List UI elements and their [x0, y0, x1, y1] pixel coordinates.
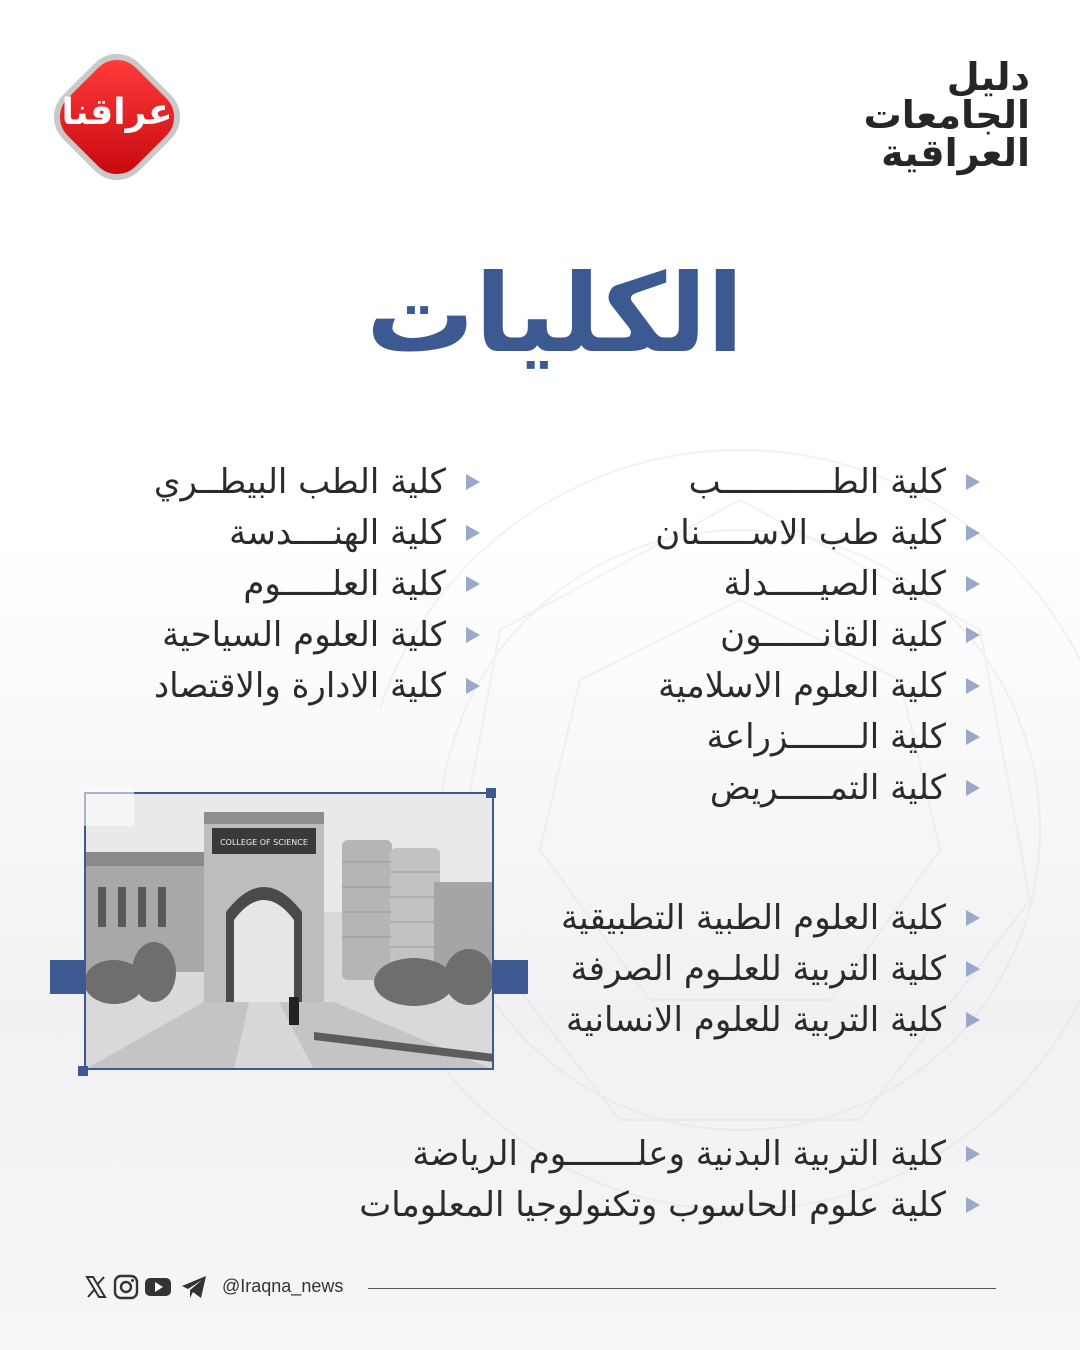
- list-item: كلية العلوم السياحية: [80, 609, 480, 660]
- list-item: كلية الطب البيطــري: [80, 456, 480, 507]
- list-item: كلية التربية للعلوم الانسانية: [550, 994, 980, 1045]
- frame-overlay-square: [84, 790, 134, 826]
- arrow-icon: [966, 729, 980, 745]
- arrow-icon: [966, 1197, 980, 1213]
- arrow-icon: [966, 910, 980, 926]
- frame-corner-square: [486, 788, 496, 798]
- colleges-list-bottom: [340, 1128, 980, 1230]
- arrow-icon: [966, 627, 980, 643]
- list-item: كلية التربية للعلـوم الصرفة: [550, 943, 980, 994]
- photo-frame: [84, 792, 494, 1070]
- social-handle[interactable]: @Iraqna_news: [222, 1276, 344, 1296]
- arrow-icon: [966, 1146, 980, 1162]
- guide-line-1: دليل: [946, 55, 1030, 99]
- arrow-icon: [466, 627, 480, 643]
- list-item: كلية العلوم الطبية التطبيقية: [550, 892, 980, 943]
- page-title: الكليات: [366, 252, 744, 377]
- arrow-icon: [466, 525, 480, 541]
- frame-side-square: [50, 960, 84, 994]
- list-item: كلية طب الاســـــنان: [520, 507, 980, 558]
- arrow-icon: [966, 525, 980, 541]
- list-item: كلية التمـــــريض: [520, 762, 980, 813]
- frame-side-square: [494, 960, 528, 994]
- youtube-icon[interactable]: [144, 1273, 172, 1301]
- arrow-icon: [966, 1012, 980, 1028]
- list-item: كلية الادارة والاقتصاد: [80, 660, 480, 711]
- list-item: كلية القانــــــون: [520, 609, 980, 660]
- colleges-list-middle: [550, 892, 980, 1045]
- list-item: كلية الهنــــدسة: [80, 507, 480, 558]
- x-icon[interactable]: [82, 1273, 110, 1301]
- list-item: كلية الصيـــــدلة: [520, 558, 980, 609]
- arrow-icon: [966, 678, 980, 694]
- arrow-icon: [466, 678, 480, 694]
- arrow-icon: [966, 576, 980, 592]
- guide-line-3: العراقية: [881, 131, 1030, 175]
- footer-divider: [368, 1288, 996, 1289]
- frame-corner-square: [78, 1066, 88, 1076]
- arrow-icon: [966, 961, 980, 977]
- list-item: كلية التربية البدنية وعلـــــــوم الرياضة: [340, 1128, 980, 1179]
- list-item: كلية الطـــــــــــب: [520, 456, 980, 507]
- colleges-list-right: [520, 456, 980, 813]
- arrow-icon: [966, 780, 980, 796]
- building-sign: COLLEGE OF SCIENCE: [220, 838, 308, 847]
- guide-title: [830, 55, 1030, 175]
- list-item: كلية العلوم الاسلامية: [520, 660, 980, 711]
- guide-line-2: الجامعات: [863, 93, 1030, 137]
- colleges-list-left: [80, 456, 480, 711]
- arrow-icon: [466, 474, 480, 490]
- instagram-icon[interactable]: [112, 1273, 140, 1301]
- arrow-icon: [966, 474, 980, 490]
- list-item: كلية علوم الحاسوب وتكنولوجيا المعلومات: [340, 1179, 980, 1230]
- list-item: كلية الـــــــزراعة: [520, 711, 980, 762]
- list-item: كلية العلـــــوم: [80, 558, 480, 609]
- arrow-icon: [466, 576, 480, 592]
- telegram-icon[interactable]: [180, 1273, 208, 1301]
- logo-text: عراقنا: [61, 92, 173, 133]
